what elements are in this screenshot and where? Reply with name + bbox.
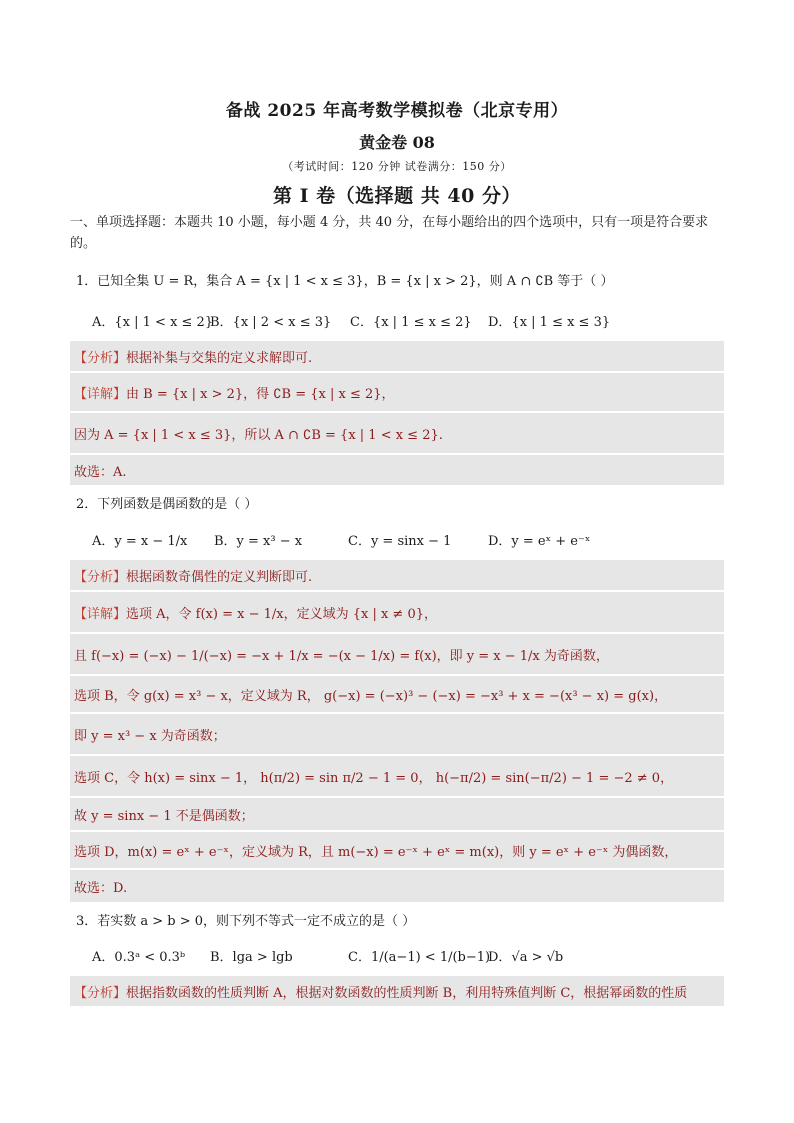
question-2-detail-line-4: 即 y = x³ − x 为奇函数；: [70, 714, 724, 754]
question-2-detail-line-7: 选项 D，m(x) = eˣ + e⁻ˣ，定义域为 R，且 m(−x) = e⁻ˣ + eˣ = m(x)，则 y = eˣ + e⁻ˣ 为偶函数，: [70, 832, 724, 868]
question-1-detail-line-1: [70, 373, 724, 411]
option-d: D．√a > √b: [488, 950, 564, 965]
option-a: A．y = x − 1/x: [92, 534, 188, 549]
question-2-detail-line-3: 选项 B，令 g(x) = x³ − x，定义域为 R， g(−x) = (−x)³ − (−x) = −x³ + x = −(x³ − x) = g(x)，: [70, 676, 724, 712]
analysis-text: 根据函数奇偶性的定义判断即可.: [126, 569, 313, 585]
question-3-options: [92, 946, 563, 965]
option-b: B．{x | 2 < x ≤ 3}: [210, 315, 332, 330]
section-heading: 第 I 卷（选择题 共 40 分）: [273, 185, 521, 207]
question-2-stem: 2．下列函数是偶函数的是（ ）: [76, 497, 258, 512]
analysis-text: 根据指数函数的性质判断 A，根据对数函数的性质判断 B，利用特殊值判断 C，根据幂函数的性质: [126, 985, 688, 1001]
option-c: C．1/(a−1) < 1/(b−1): [348, 950, 491, 965]
section-instructions: 一、单项选择题：本题共 10 小题，每小题 4 分，共 40 分，在每小题给出的四个选项中，只有一项是符合要求的。: [70, 215, 709, 251]
option-a: A．{x | 1 < x ≤ 2}: [92, 315, 214, 330]
question-3-analysis: [70, 976, 724, 1006]
question-3-stem: 3．若实数 a > b > 0，则下列不等式一定不成立的是（ ）: [76, 914, 416, 929]
option-c: C．{x | 1 ≤ x ≤ 2}: [350, 315, 472, 330]
question-2-answer: 故选：D.: [70, 870, 724, 902]
question-1-answer: 故选：A.: [70, 455, 724, 485]
analysis-tag: 【分析】: [74, 985, 127, 1001]
option-a: A．0.3ᵃ < 0.3ᵇ: [92, 950, 186, 965]
question-2-detail-line-1: [70, 592, 724, 632]
option-c: C．y = sinx − 1: [348, 534, 452, 549]
question-2-analysis: [70, 560, 724, 590]
question-1-options: [92, 311, 610, 330]
detail-text: 由 B = {x | x > 2}，得 ∁B = {x | x ≤ 2}，: [126, 386, 395, 402]
analysis-tag: 【分析】: [74, 569, 127, 585]
option-b: B．lga > lgb: [210, 950, 293, 965]
option-b: B．y = x³ − x: [214, 534, 303, 549]
exam-info: （考试时间：120 分钟 试卷满分：150 分）: [282, 160, 512, 173]
detail-tag: 【详解】: [74, 606, 127, 622]
option-d: D．{x | 1 ≤ x ≤ 3}: [488, 315, 611, 330]
question-2-detail-line-2: 且 f(−x) = (−x) − 1/(−x) = −x + 1/x = −(x − 1/x) = f(x)，即 y = x − 1/x 为奇函数，: [70, 634, 724, 674]
question-1-detail-line-2: 因为 A = {x | 1 < x ≤ 3}，所以 A ∩ ∁B = {x | 1 < x ≤ 2}.: [70, 413, 724, 453]
exam-subtitle: 黄金卷 08: [359, 133, 435, 152]
question-1-analysis: [70, 341, 724, 371]
question-2-detail-line-6: 故 y = sinx − 1 不是偶函数；: [70, 798, 724, 830]
question-2-detail-line-5: 选项 C，令 h(x) = sinx − 1， h(π/2) = sin π/2 − 1 = 0， h(−π/2) = sin(−π/2) − 1 = −2 ≠ 0，: [70, 756, 724, 796]
detail-tag: 【详解】: [74, 386, 127, 402]
analysis-text: 根据补集与交集的定义求解即可.: [126, 350, 313, 366]
option-d: D．y = eˣ + e⁻ˣ: [488, 534, 591, 549]
exam-title: 备战 2025 年高考数学模拟卷（北京专用）: [225, 101, 569, 121]
detail-text: 选项 A，令 f(x) = x − 1/x，定义域为 {x | x ≠ 0}，: [126, 606, 437, 622]
question-1-stem: 1．已知全集 U = R，集合 A = {x | 1 < x ≤ 3}，B = {x | x > 2}，则 A ∩ ∁B 等于（ ）: [76, 274, 614, 289]
analysis-tag: 【分析】: [74, 350, 127, 366]
question-2-options: [92, 530, 590, 549]
